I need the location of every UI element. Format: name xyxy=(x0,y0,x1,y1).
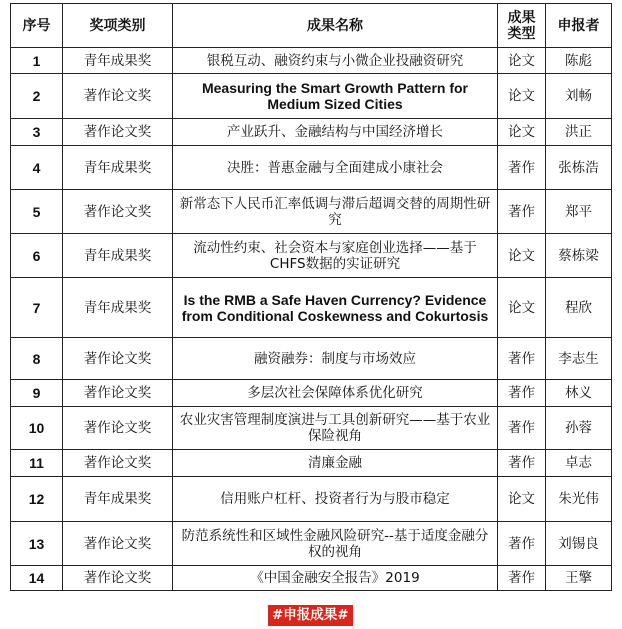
cell-award-category: 著作论文奖 xyxy=(63,380,173,407)
cell-achievement-title: Measuring the Smart Growth Pattern for Medium Sized Cities xyxy=(173,74,498,119)
table-row xyxy=(11,146,612,190)
cell-award-category: 青年成果奖 xyxy=(63,146,173,190)
cell-applicant: 张栋浩 xyxy=(546,146,612,190)
cell-serial: 12 xyxy=(11,477,63,522)
table-row xyxy=(11,119,612,146)
cell-achievement-type: 著作 xyxy=(498,190,546,234)
cell-applicant: 孙蓉 xyxy=(546,407,612,450)
cell-achievement-title: 融资融券：制度与市场效应 xyxy=(173,338,498,380)
table-row xyxy=(11,380,612,407)
cell-achievement-type: 著作 xyxy=(498,338,546,380)
cell-achievement-title: 农业灾害管理制度演进与工具创新研究——基于农业保险视角 xyxy=(173,407,498,450)
cell-applicant: 朱光伟 xyxy=(546,477,612,522)
cell-achievement-type: 论文 xyxy=(498,48,546,74)
cell-award-category: 青年成果奖 xyxy=(63,48,173,74)
cell-serial: 10 xyxy=(11,407,63,450)
cell-achievement-title: 信用账户杠杆、投资者行为与股市稳定 xyxy=(173,477,498,522)
cell-serial: 4 xyxy=(11,146,63,190)
cell-achievement-type: 论文 xyxy=(498,477,546,522)
cell-award-category: 著作论文奖 xyxy=(63,119,173,146)
cell-achievement-type: 论文 xyxy=(498,119,546,146)
cell-serial: 8 xyxy=(11,338,63,380)
header-award-category: 奖项类别 xyxy=(63,4,173,48)
hashtag-badge[interactable]: #申报成果# xyxy=(268,605,353,626)
cell-serial: 7 xyxy=(11,278,63,338)
cell-achievement-type: 论文 xyxy=(498,234,546,278)
header-applicant: 申报者 xyxy=(546,4,612,48)
cell-serial: 13 xyxy=(11,522,63,566)
cell-award-category: 著作论文奖 xyxy=(63,566,173,591)
table-row xyxy=(11,278,612,338)
cell-applicant: 刘畅 xyxy=(546,74,612,119)
table-row xyxy=(11,234,612,278)
cell-serial: 14 xyxy=(11,566,63,591)
cell-award-category: 青年成果奖 xyxy=(63,477,173,522)
header-serial: 序号 xyxy=(11,4,63,48)
cell-achievement-type: 论文 xyxy=(498,278,546,338)
header-achievement-title: 成果名称 xyxy=(173,4,498,48)
cell-applicant: 陈彪 xyxy=(546,48,612,74)
table-row xyxy=(11,74,612,119)
table-row xyxy=(11,522,612,566)
achievements-table xyxy=(10,3,612,591)
cell-serial: 6 xyxy=(11,234,63,278)
cell-applicant: 李志生 xyxy=(546,338,612,380)
cell-award-category: 著作论文奖 xyxy=(63,450,173,477)
cell-applicant: 卓志 xyxy=(546,450,612,477)
achievements-table-wrap xyxy=(10,3,611,591)
cell-achievement-type: 著作 xyxy=(498,407,546,450)
cell-award-category: 著作论文奖 xyxy=(63,522,173,566)
cell-achievement-type: 著作 xyxy=(498,522,546,566)
cell-award-category: 著作论文奖 xyxy=(63,407,173,450)
table-row xyxy=(11,48,612,74)
cell-applicant: 洪正 xyxy=(546,119,612,146)
cell-applicant: 郑平 xyxy=(546,190,612,234)
cell-serial: 5 xyxy=(11,190,63,234)
cell-award-category: 青年成果奖 xyxy=(63,234,173,278)
cell-achievement-title: 产业跃升、金融结构与中国经济增长 xyxy=(173,119,498,146)
cell-applicant: 程欣 xyxy=(546,278,612,338)
cell-achievement-type: 论文 xyxy=(498,74,546,119)
cell-achievement-title: 决胜：普惠金融与全面建成小康社会 xyxy=(173,146,498,190)
table-row xyxy=(11,477,612,522)
cell-serial: 3 xyxy=(11,119,63,146)
cell-award-category: 著作论文奖 xyxy=(63,338,173,380)
cell-serial: 11 xyxy=(11,450,63,477)
cell-award-category: 青年成果奖 xyxy=(63,278,173,338)
cell-achievement-title: 新常态下人民币汇率低调与滞后超调交替的周期性研究 xyxy=(173,190,498,234)
table-header-row xyxy=(11,4,612,48)
table-row xyxy=(11,190,612,234)
table-body xyxy=(11,48,612,591)
cell-achievement-title: 多层次社会保障体系优化研究 xyxy=(173,380,498,407)
cell-applicant: 林义 xyxy=(546,380,612,407)
table-row xyxy=(11,450,612,477)
cell-achievement-title: 《中国金融安全报告》2019 xyxy=(173,566,498,591)
cell-achievement-type: 著作 xyxy=(498,380,546,407)
cell-applicant: 蔡栋梁 xyxy=(546,234,612,278)
cell-achievement-title: 清廉金融 xyxy=(173,450,498,477)
cell-applicant: 王擎 xyxy=(546,566,612,591)
cell-serial: 2 xyxy=(11,74,63,119)
cell-serial: 1 xyxy=(11,48,63,74)
cell-award-category: 著作论文奖 xyxy=(63,190,173,234)
cell-achievement-title: Is the RMB a Safe Haven Currency? Evidence from Conditional Coskewness and Cokurtosis xyxy=(173,278,498,338)
cell-applicant: 刘锡良 xyxy=(546,522,612,566)
cell-achievement-type: 著作 xyxy=(498,146,546,190)
cell-achievement-type: 著作 xyxy=(498,450,546,477)
header-achievement-type: 成果 类型 xyxy=(498,4,546,48)
cell-achievement-title: 流动性约束、社会资本与家庭创业选择——基于CHFS数据的实证研究 xyxy=(173,234,498,278)
cell-achievement-title: 银税互动、融资约束与小微企业投融资研究 xyxy=(173,48,498,74)
cell-serial: 9 xyxy=(11,380,63,407)
cell-award-category: 著作论文奖 xyxy=(63,74,173,119)
table-row xyxy=(11,566,612,591)
table-row xyxy=(11,407,612,450)
cell-achievement-type: 著作 xyxy=(498,566,546,591)
table-row xyxy=(11,338,612,380)
cell-achievement-title: 防范系统性和区域性金融风险研究--基于适度金融分权的视角 xyxy=(173,522,498,566)
